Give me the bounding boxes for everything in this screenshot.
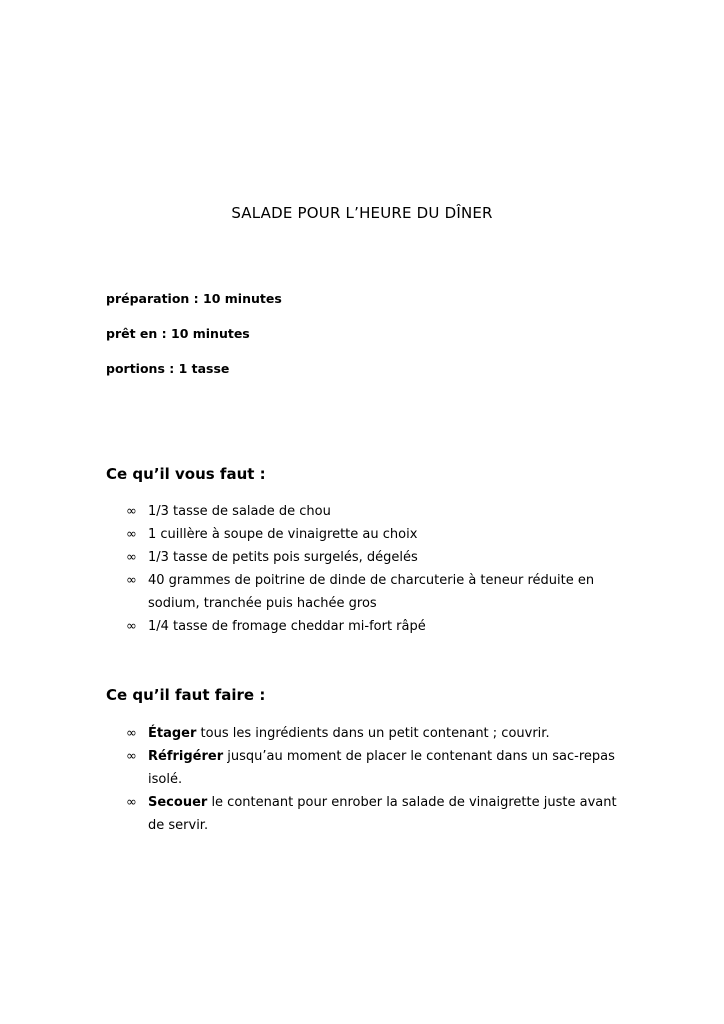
infinity-bullet-icon: ∞ [126,550,137,565]
step-verb: Réfrigérer [148,749,224,764]
step-text: le contenant pour enrober la salade de vinaigrette juste avant de servir. [148,795,617,833]
recipe-title: SALADE POUR L’HEURE DU DÎNER [231,204,493,222]
infinity-bullet-icon: ∞ [126,619,137,634]
preparation-time: préparation : 10 minutes [106,291,282,306]
portions: portions : 1 tasse [106,361,230,376]
ingredient-text: 40 grammes de poitrine de dinde de charcuterie à teneur réduite en sodium, tranchée puis hachée gros [148,573,595,611]
step-item [126,722,626,745]
ingredient-text: 1/3 tasse de petits pois surgelés, dégelés [148,550,418,565]
infinity-bullet-icon: ∞ [126,749,137,764]
step-item [126,745,626,791]
steps-heading: Ce qu’il faut faire : [106,686,266,704]
ingredient-item [126,500,626,523]
ingredient-text: 1/3 tasse de salade de chou [148,504,331,519]
ingredients-list [126,500,626,638]
ingredient-item [126,546,626,569]
step-text: tous les ingrédients dans un petit contenant ; couvrir. [196,726,550,741]
ingredient-item [126,615,626,638]
infinity-bullet-icon: ∞ [126,795,137,810]
infinity-bullet-icon: ∞ [126,527,137,542]
ingredient-text: 1/4 tasse de fromage cheddar mi-fort râpé [148,619,426,634]
step-verb: Étager [148,726,197,741]
step-text: jusqu’au moment de placer le contenant dans un sac-repas isolé. [148,749,615,787]
step-verb: Secouer [148,795,208,810]
ready-time: prêt en : 10 minutes [106,326,250,341]
infinity-bullet-icon: ∞ [126,726,137,741]
ingredient-item [126,569,626,615]
ingredient-text: 1 cuillère à soupe de vinaigrette au choix [148,527,418,542]
ingredients-heading: Ce qu’il vous faut : [106,465,266,483]
step-item [126,791,626,837]
ingredient-item [126,523,626,546]
steps-list [126,722,626,837]
infinity-bullet-icon: ∞ [126,573,137,588]
infinity-bullet-icon: ∞ [126,504,137,519]
